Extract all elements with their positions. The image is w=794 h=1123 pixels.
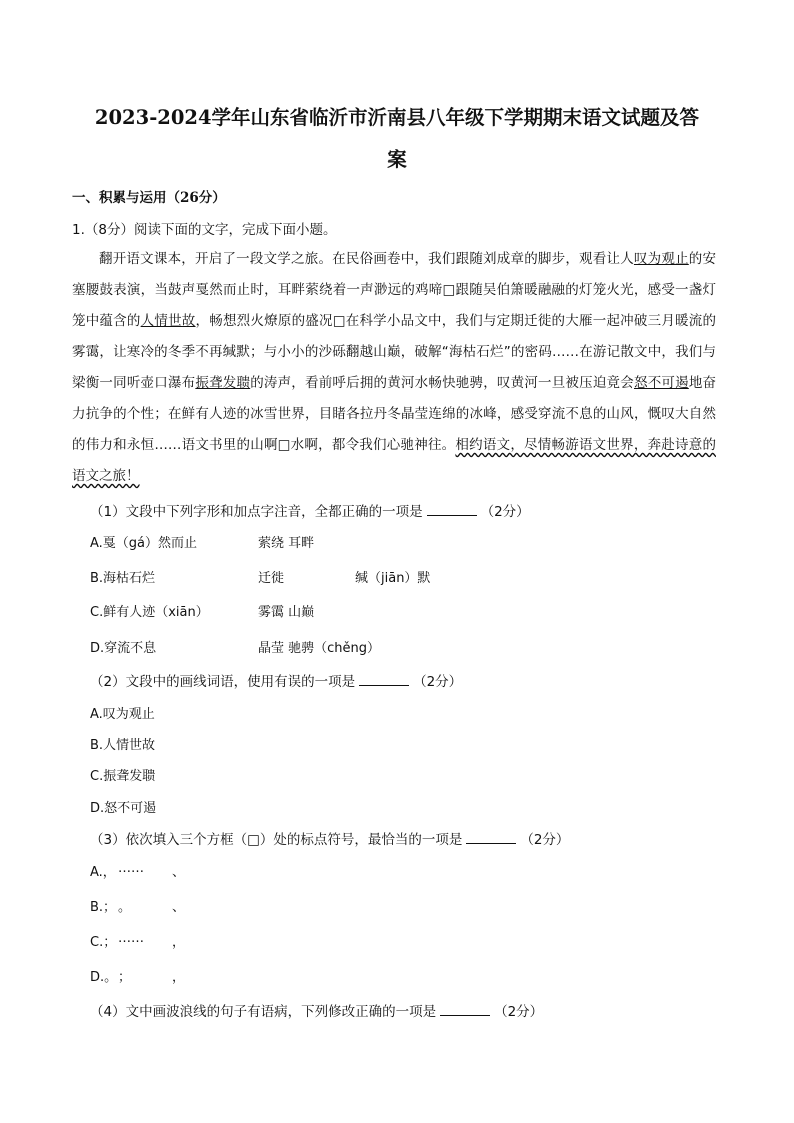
option-a: A.叹为观止 (90, 707, 155, 722)
stem: （4）文中画波浪线的句子有语病，下列修改正确的一项是 (90, 1004, 437, 1020)
option-text: ， (172, 970, 186, 985)
option-text: B.海枯石烂 (90, 571, 156, 586)
option-d (90, 966, 186, 985)
passage-text: 翻开语文课本，开启了一段文学之旅。在民俗画卷中，我们跟随刘成章的脚步，观看让人 (99, 251, 634, 267)
underlined-phrase: 怒不可遏 (633, 375, 689, 391)
passage-text: 的安塞腰鼓表演，当鼓声戛然而止时，耳畔萦绕着一声渺远的鸡啼□跟随吴伯箫暖融融的灯笼火光，感受一盏灯笼中蕴含的 (72, 251, 717, 329)
option-text: C.鲜有人迹（xiān） (90, 605, 209, 620)
option-text: D.穿流不息 (90, 641, 157, 656)
question-1-heading: 1.（8分）阅读下面的文字，完成下面小题。 (72, 222, 337, 238)
score: （2分） (413, 674, 463, 690)
option-text: C.； (90, 935, 117, 950)
passage-text: 的涛声，看前呼后拥的黄河水畅快驰骋，叹黄河一旦被压迫竟会 (250, 375, 634, 391)
option-c: C.振聋发聩 (90, 769, 156, 784)
answer-blank[interactable] (427, 503, 477, 516)
option-text: 迁徙 (258, 571, 285, 586)
section-heading: 一、积累与运用（26分） (72, 190, 226, 206)
answer-blank[interactable] (466, 831, 516, 844)
option-a (90, 861, 186, 880)
option-text: 雾霭 山巅 (258, 605, 315, 620)
sub-question-1 (90, 500, 530, 520)
option-text: …… (118, 861, 144, 876)
option-text: ； (118, 970, 132, 985)
option-b: B.人情世故 (90, 738, 156, 753)
option-text: 。 (118, 900, 132, 915)
reading-passage (72, 244, 716, 492)
doc-title-line1: 2023-2024学年山东省临沂市沂南县八年级下学期期末语文试题及答 (94, 106, 700, 129)
option-text: ， (172, 935, 186, 950)
stem: （2）文段中的画线词语，使用有误的一项是 (90, 674, 356, 690)
passage-text: ，畅想烈火燎原的盛况□在科学小品文中，我们与定期迁徙的大雁一起冲破三月暖流的雾霭，让寒冷的冬季不再缄默；与小小的沙砾翻越山巅，破解“海枯石烂”的密码……在游记散文中，我们与梁衡一同听壶口瀑布 (72, 313, 717, 391)
option-d: D.怒不可遏 (90, 801, 157, 816)
score: （2分） (480, 504, 530, 520)
underlined-phrase: 叹为观止 (633, 251, 689, 267)
option-b (90, 896, 186, 915)
sub-question-3 (90, 828, 569, 848)
option-c (90, 931, 186, 950)
score: （2分） (494, 1004, 544, 1020)
doc-title-line2: 案 (387, 148, 407, 171)
stem: （1）文段中下列字形和加点字注音，全都正确的一项是 (90, 504, 423, 520)
wavy-underlined-sentence: 相约语文，尽情畅游语文世界，奔赴诗意的语文之旅！ (72, 437, 716, 484)
option-text: 、 (172, 865, 186, 880)
option-d (90, 637, 381, 656)
option-text: 萦绕 耳畔 (258, 536, 315, 551)
answer-blank[interactable] (359, 673, 409, 686)
option-text: 晶莹 驰骋（chěng） (258, 641, 381, 656)
option-text: 缄（jiān）默 (355, 571, 431, 586)
underlined-phrase: 振聋发聩 (195, 375, 251, 391)
sub-question-2 (90, 670, 462, 690)
stem: （3）依次填入三个方框（□）处的标点符号，最恰当的一项是 (90, 832, 463, 848)
option-c (90, 601, 315, 620)
option-text: A.， (90, 865, 116, 880)
sub-question-4 (90, 1000, 543, 1020)
option-text: 、 (172, 900, 186, 915)
answer-blank[interactable] (440, 1003, 490, 1016)
option-text: A.戛（gá）然而止 (90, 536, 198, 551)
option-a (90, 532, 315, 551)
option-text: …… (118, 931, 144, 946)
score: （2分） (520, 832, 570, 848)
underlined-phrase: 人情世故 (140, 313, 196, 329)
option-b (90, 567, 431, 586)
option-text: B.； (90, 900, 117, 915)
option-text: D.。 (90, 970, 118, 985)
passage-text: 地奋力抗争的个性；在鲜有人迹的冰雪世界，目睹各拉丹冬晶莹连绵的冰峰，感受穿流不息的山风，慨叹大自然的伟力和永恒……语文书里的山啊□水啊，都令我们心驰神往。 (72, 375, 717, 453)
